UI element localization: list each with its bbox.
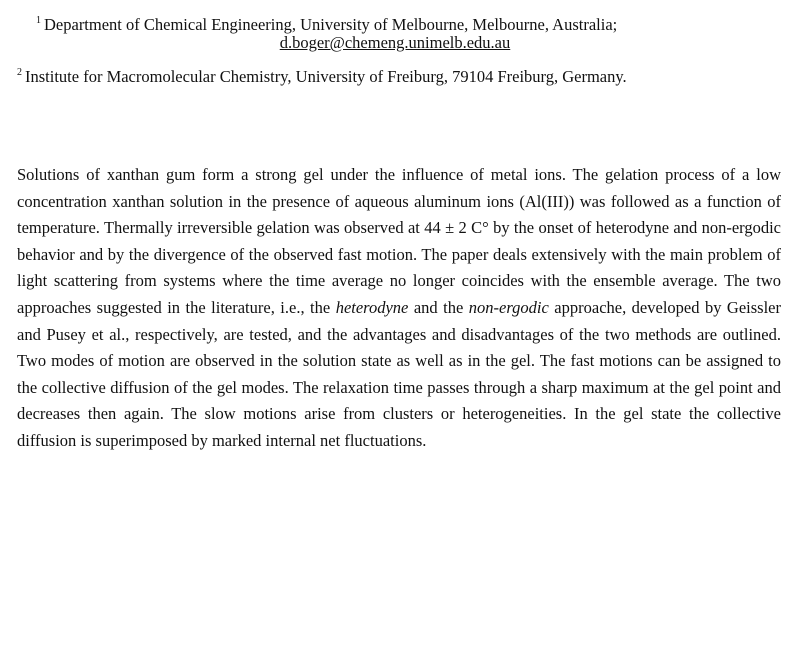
- abstract-paragraph: [17, 162, 781, 455]
- abstract-text-part-2: and the: [408, 297, 469, 317]
- abstract-italic-heterodyne: heterodyne: [335, 297, 409, 317]
- affiliation-1-email-line: [0, 32, 790, 54]
- abstract-italic-non-ergodic: non-ergodic: [468, 297, 549, 317]
- affiliation-marker-1: 1: [36, 15, 41, 26]
- abstract-text-part-3: approache, developed by Geissler and Pusey et al., respectively, are tested, and the advantages and disadvantages of the two methods are outlined. Two modes of motion are observed in the solution state as well as in the gel. The fast motions can be assigned to the collective diffusion of the gel modes. The relaxation time passes through a sharp maximum at the gel point and decreases then again. The slow motions arise from clusters or heterogeneities. In the gel state the collective diffusion is superimposed by marked internal net fluctuations.: [17, 297, 781, 450]
- affiliation-2-text: Institute for Macromolecular Chemistry, University of Freiburg, 79104 Freiburg, Germany.: [25, 67, 627, 86]
- abstract-text-part-1: Solutions of xanthan gum form a strong gel under the influence of metal ions. The gelation process of a low concentration xanthan solution in the presence of aqueous aluminum ions (Al(III)) was followed as a function of temperature. Thermally irreversible gelation was observed at 44 ± 2 C° by the onset of heterodyne and non-ergodic behavior and by the divergence of the observed fast motion. The paper deals extensively with the main problem of light scattering from systems where the time average no longer coincides with the ensemble average. The two approaches suggested in the literature, i.e., the: [17, 165, 781, 317]
- affiliation-2: [17, 62, 627, 88]
- affiliation-1-text: Department of Chemical Engineering, University of Melbourne, Melbourne, Australia;: [44, 15, 618, 34]
- email-link[interactable]: d.boger@chemeng.unimelb.edu.au: [279, 33, 511, 52]
- affiliation-marker-2: 2: [17, 67, 22, 78]
